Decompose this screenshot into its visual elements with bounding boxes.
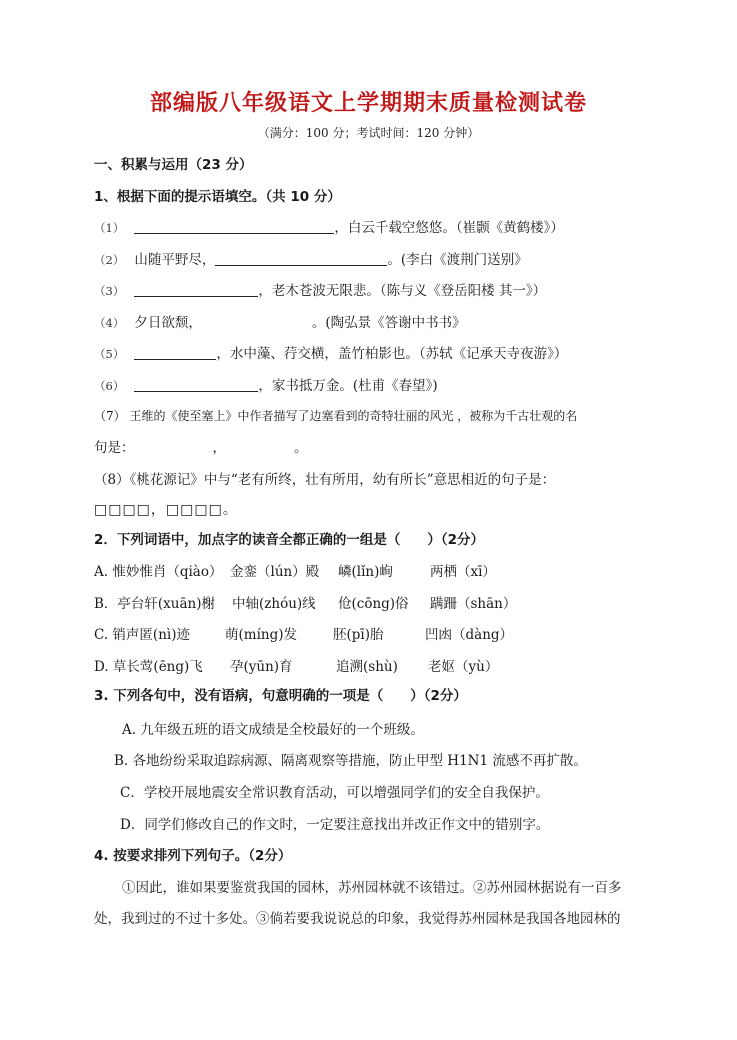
option-a[interactable]: A. 九年级五班的语文成绩是全校最好的一个班级。 — [122, 722, 424, 738]
fill-blank-item-7: （7） 王维的《使至塞上》中作者描写了边塞看到的奇特壮丽的风光 ，被称为千古壮观的名 — [94, 409, 578, 423]
exam-page: 部编版八年级语文上学期期末质量检测试卷 （满分：100 分；考试时间：120 分钟） 一、积累与运用（23 分） 1、根据下面的提示语填空。（共 10 分） （1） ，白云千载空悠悠。（崔颢《黄鹤楼》） （2） 山随平野尽， 。(李白《渡荆门送别》 （3） ，老木苍波无限悲。（陈与义《登岳阳楼 其一》） （4） 夕日欲颓， 。(陶弘景《答谢中书书》 （5） ，水中藻、荇交横，盖竹柏影也。（苏轼《记承天寺夜游》） （6） ，家书抵万金。(杜甫《春望》) （7） 王维的《使至塞上》中作者描写了边塞看到的奇特壮丽的风光 ，被称为千古壮观的名 句是： ， 。 （8）《桃花源记》中与“老有所终，壮有所用，幼有所长”意思相近的句子是： □□□□，□□□□。 2．下列词语中，加点字的读音全都正确的一组是（ ）（2分） A. 惟妙惟肖（qiào） 金銮（lún）殿 嶙(lǐn)峋 两栖（xī） B．亭台轩(xuān)榭 中轴(zhóu)线 伧(cōng)俗 蹒跚（shān） C. 销声匿(nì)迹 萌(míng)发 胚(pī)胎 凹凼（dàng） D. 草长莺(ēng)飞 孕(yūn)育 追溯(shù) 老妪（yù） 3. 下列各句中，没有语病，句意明确的一项是（ ）（2分） A. 九年级五班的语文成绩是全校最好的一个班级。 B. 各地纷纷采取追踪病源、隔离观察等措施，防止甲型 H1N1 流感不再扩散。 C．学校开展地震安全常识教育活动，可以增强同学们的安全自我保护。 D．同学们修改自己的作文时，一定要注意找出并改正作文中的错别字。 4. 按要求排列下列句子。（2分） ①因此，谁如果要鉴赏我国的园林，苏州园林就不该错过。②苏州园林据说有一百多 处，我到过的不过十多处。③倘若要我说说总的印象，我觉得苏州园林是我国各地园林的 — [0, 0, 737, 1040]
page-title: 部编版八年级语文上学期期末质量检测试卷 — [149, 91, 587, 116]
fill-blank-item-8: （8）《桃花源记》中与“老有所终，壮有所用，幼有所长”意思相近的句子是： — [94, 472, 556, 488]
fill-blank-item: （2） 山随平野尽， 。(李白《渡荆门送别》 — [94, 252, 528, 268]
question-2-heading: 2．下列词语中，加点字的读音全都正确的一组是（ ）（2分） — [94, 532, 485, 548]
fill-blank-item: （1） ，白云千载空悠悠。（崔颢《黄鹤楼》） — [94, 220, 564, 236]
exam-info: （满分：100 分；考试时间：120 分钟） — [257, 126, 480, 140]
question-4-heading: 4. 按要求排列下列句子。（2分） — [94, 848, 292, 864]
option-d[interactable]: D．同学们修改自己的作文时，一定要注意找出并改正作文中的错别字。 — [120, 817, 550, 833]
question-1-heading: 1、根据下面的提示语填空。（共 10 分） — [94, 189, 341, 205]
fill-blank-item: （4） 夕日欲颓， 。(陶弘景《答谢中书书》 — [94, 315, 466, 331]
fill-blank-item-7-answer: 句是： ， 。 — [94, 440, 308, 456]
fill-blank-item: （5） ，水中藻、荇交横，盖竹柏影也。（苏轼《记承天寺夜游》） — [94, 346, 568, 362]
answer-blank[interactable] — [134, 345, 216, 360]
fill-blank-item: （3） ，老木苍波无限悲。（陈与义《登岳阳楼 其一》） — [94, 283, 547, 299]
paragraph-line: ①因此，谁如果要鉴赏我国的园林，苏州园林就不该错过。②苏州园林据说有一百多 — [122, 880, 622, 896]
answer-blank[interactable] — [134, 377, 258, 392]
section-heading: 一、积累与运用（23 分） — [94, 157, 253, 173]
answer-blank[interactable] — [134, 282, 258, 297]
answer-blank[interactable] — [215, 251, 387, 266]
option-b[interactable]: B. 各地纷纷采取追踪病源、隔离观察等措施，防止甲型 H1N1 流感不再扩散。 — [114, 753, 587, 769]
answer-blank[interactable] — [134, 219, 334, 234]
paragraph-line: 处，我到过的不过十多处。③倘若要我说说总的印象，我觉得苏州园林是我国各地园林的 — [94, 911, 621, 927]
answer-boxes[interactable]: □□□□，□□□□。 — [94, 502, 238, 518]
option-c[interactable]: C．学校开展地震安全常识教育活动，可以增强同学们的安全自我保护。 — [120, 785, 549, 801]
fill-blank-item: （6） ，家书抵万金。(杜甫《春望》) — [94, 378, 438, 394]
question-3-heading: 3. 下列各句中，没有语病，句意明确的一项是（ ）（2分） — [94, 688, 467, 704]
